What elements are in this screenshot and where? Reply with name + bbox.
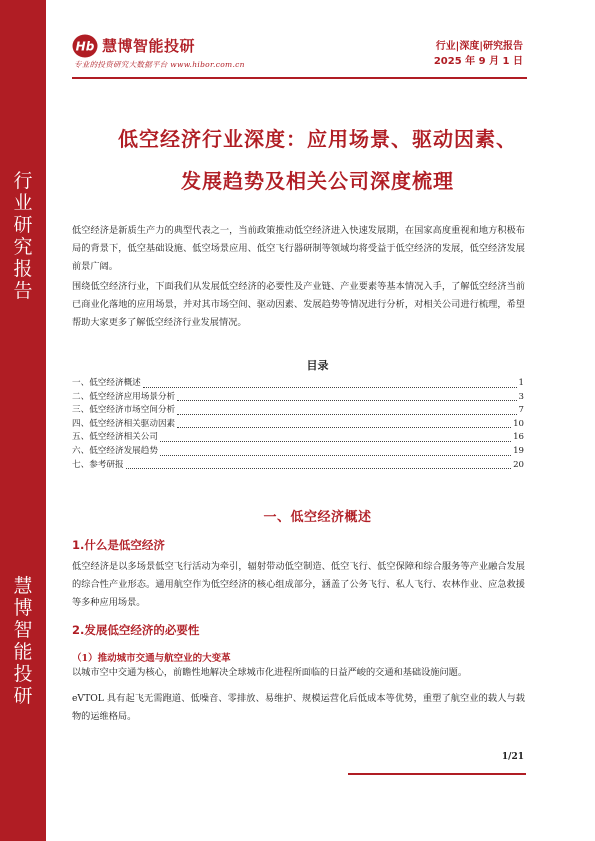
title-line-2: 发展趋势及相关公司深度梳理 bbox=[181, 169, 454, 193]
page-title bbox=[60, 118, 575, 202]
toc-item-label: 六、低空经济发展趋势 bbox=[72, 445, 158, 456]
sidebar-char: 研 bbox=[13, 685, 33, 707]
sidebar-char: 告 bbox=[13, 280, 33, 302]
toc-item-page: 10 bbox=[513, 418, 524, 429]
page-number: 1/21 bbox=[501, 752, 524, 762]
sidebar-char: 业 bbox=[13, 192, 33, 214]
table-of-contents bbox=[72, 377, 524, 472]
toc-item[interactable] bbox=[72, 431, 524, 445]
toc-title: 目录 bbox=[306, 359, 329, 372]
sidebar-report-label bbox=[0, 170, 46, 302]
footer-divider bbox=[348, 773, 526, 775]
toc-leader-dots bbox=[177, 400, 516, 401]
toc-item-page: 3 bbox=[518, 391, 524, 402]
section-title: 一、低空经济概述 bbox=[263, 510, 372, 525]
toc-item[interactable] bbox=[72, 377, 524, 391]
report-date: 2025 年 9 月 1 日 bbox=[433, 56, 523, 67]
toc-item-page: 16 bbox=[513, 432, 524, 443]
hibor-logo-icon bbox=[72, 34, 98, 58]
svg-text:Hb: Hb bbox=[75, 39, 95, 54]
toc-item-page: 19 bbox=[513, 445, 524, 456]
sidebar bbox=[0, 0, 46, 841]
sidebar-char: 能 bbox=[13, 641, 33, 663]
logo-name: 慧博智能投研 bbox=[102, 37, 196, 55]
sub-subsection-heading: （1）推动城市交通与航空业的大变革 bbox=[72, 653, 231, 664]
title-line-1: 低空经济行业深度：应用场景、驱动因素、 bbox=[118, 127, 517, 151]
toc-item-page: 20 bbox=[513, 459, 524, 470]
header-divider bbox=[72, 77, 527, 79]
sidebar-char: 博 bbox=[13, 597, 33, 619]
toc-item[interactable] bbox=[72, 404, 524, 418]
body-paragraph: eVTOL 具有起飞无需跑道、低噪音、零排放、易维护、规模运营化后低成本等优势，重塑了航空业的载人与载物的运维格局。 bbox=[72, 693, 525, 722]
sidebar-brand-label bbox=[0, 575, 46, 707]
report-header bbox=[434, 40, 523, 69]
toc-leader-dots bbox=[160, 455, 511, 456]
toc-leader-dots bbox=[160, 441, 511, 442]
logo-tagline: 专业的投资研究大数据平台 www.hibor.com.cn bbox=[74, 60, 245, 69]
toc-item-page: 1 bbox=[518, 378, 524, 388]
body-paragraph: 低空经济是以多场景低空飞行活动为牵引，辐射带动低空制造、低空飞行、低空保障和综合服务等产业融合发展的综合性产业形态。通用航空作为低空经济的核心组成部分，涵盖了公务飞行、私人飞行、农林作业、应急救援等多种应用场景。 bbox=[72, 561, 525, 608]
sidebar-char: 慧 bbox=[13, 575, 33, 597]
toc-item-label: 五、低空经济相关公司 bbox=[72, 432, 158, 443]
subsection-heading: 2.发展低空经济的必要性 bbox=[72, 623, 200, 637]
toc-item-label: 七、参考研报 bbox=[72, 459, 124, 470]
sidebar-char: 行 bbox=[13, 170, 33, 192]
toc-item-page: 7 bbox=[518, 405, 524, 416]
sidebar-char: 投 bbox=[13, 663, 33, 685]
sidebar-char: 究 bbox=[13, 236, 33, 258]
toc-item-label: 三、低空经济市场空间分析 bbox=[72, 405, 176, 416]
sidebar-char: 报 bbox=[13, 258, 33, 280]
sidebar-char: 智 bbox=[13, 619, 33, 641]
toc-item-label: 一、低空经济概述 bbox=[72, 378, 141, 388]
toc-item[interactable] bbox=[72, 418, 524, 432]
toc-item-label: 四、低空经济相关驱动因素 bbox=[72, 418, 176, 429]
toc-leader-dots bbox=[177, 427, 511, 428]
intro-paragraph-1: 低空经济是新质生产力的典型代表之一，当前政策推动低空经济进入快速发展期，在国家高度重视和地方积极布局的背景下，低空基础设施、低空场景应用、低空飞行器研制等领域均将受益于低空经济的发展，低空经济发展前景广阔。 bbox=[72, 225, 525, 272]
body-paragraph: 以城市空中交通为核心，前瞻性地解决全球城市化进程所面临的日益严峻的交通和基础设施问题。 bbox=[72, 667, 468, 678]
intro-paragraph-2: 围绕低空经济行业，下面我们从发展低空经济的必要性及产业链、产业要素等基本情况入手，了解低空经济当前已商业化落地的应用场景，并对其市场空间、驱动因素、发展趋势等情况进行分析，对相关公司进行梳理，希望帮助大家更多了解低空经济行业发展情况。 bbox=[72, 281, 525, 328]
toc-item[interactable] bbox=[72, 459, 524, 473]
toc-item[interactable] bbox=[72, 445, 524, 459]
toc-item[interactable] bbox=[72, 391, 524, 405]
toc-item-label: 二、低空经济应用场景分析 bbox=[72, 391, 176, 402]
toc-leader-dots bbox=[177, 414, 516, 415]
toc-leader-dots bbox=[143, 387, 517, 388]
subsection-heading: 1.什么是低空经济 bbox=[72, 538, 165, 552]
report-type: 行业|深度|研究报告 bbox=[435, 41, 523, 52]
toc-leader-dots bbox=[126, 468, 511, 469]
sidebar-char: 研 bbox=[13, 214, 33, 236]
